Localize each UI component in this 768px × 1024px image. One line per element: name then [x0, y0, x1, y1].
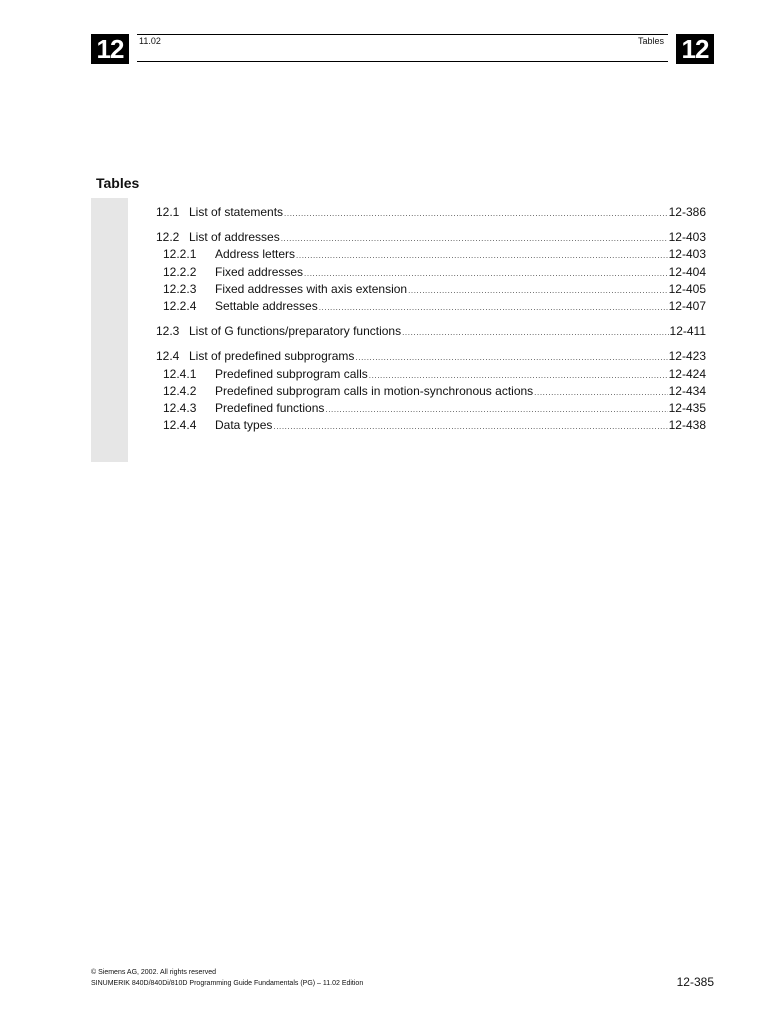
toc-number: 12.1: [156, 205, 180, 219]
toc-number: 12.4.2: [163, 383, 197, 398]
margin-bar: [91, 198, 128, 462]
toc-title: Data types: [215, 418, 273, 433]
dot-leader: [273, 418, 667, 435]
dot-leader: [284, 205, 668, 222]
toc-entry[interactable]: [156, 298, 706, 315]
toc-title: List of G functions/preparatory functions: [189, 324, 402, 339]
toc-number: 12.2.3: [163, 281, 197, 296]
dot-leader: [281, 230, 668, 247]
toc-title: List of predefined subprograms: [189, 349, 355, 364]
toc-entry[interactable]: [156, 383, 706, 400]
toc-entry[interactable]: [156, 417, 706, 434]
header-version: 11.02: [139, 36, 161, 46]
dot-leader: [296, 247, 668, 264]
toc-entry[interactable]: [156, 323, 706, 340]
header-title: Tables: [637, 36, 664, 46]
toc-page: 12-403: [668, 247, 706, 262]
toc-title: Fixed addresses with axis extension: [215, 281, 408, 296]
toc-page: 12-411: [669, 324, 706, 339]
toc-number: 12.4: [156, 349, 180, 364]
toc-page: 12-438: [668, 418, 706, 433]
dot-leader: [408, 282, 668, 299]
toc-entry[interactable]: [156, 229, 706, 246]
header-rule-top: [137, 34, 668, 35]
dot-leader: [319, 299, 668, 316]
toc-title: Address letters: [215, 247, 296, 262]
toc-number: 12.2.4: [163, 298, 197, 313]
toc-title: Predefined subprogram calls: [215, 366, 368, 381]
footer-copyright: © Siemens AG, 2002. All rights reserved: [91, 969, 216, 976]
dot-leader: [304, 265, 668, 282]
chapter-badge-right: 12: [676, 34, 714, 64]
toc-page: 12-407: [668, 298, 706, 313]
toc-number: 12.2: [156, 230, 180, 245]
toc-number: 12.2.1: [163, 247, 197, 262]
toc-page: 12-405: [668, 281, 706, 296]
dot-leader: [534, 384, 667, 401]
section-heading: Tables: [96, 175, 140, 191]
toc-page: 12-424: [668, 366, 706, 381]
toc-title: List of addresses: [189, 230, 280, 245]
header-rule-bottom: [137, 61, 668, 62]
footer-page-number: 12-385: [676, 975, 714, 989]
toc-title: Settable addresses: [215, 298, 318, 313]
table-of-contents: [156, 204, 706, 434]
toc-title: List of statements: [189, 205, 284, 219]
dot-leader: [402, 324, 668, 341]
toc-page: 12-386: [668, 205, 706, 219]
toc-entry[interactable]: [156, 246, 706, 263]
toc-title: Predefined subprogram calls in motion-synchronous actions: [215, 383, 534, 398]
toc-title: Fixed addresses: [215, 264, 304, 279]
footer-document-title: SINUMERIK 840D/840Di/810D Programming Guide Fundamentals (PG) – 11.02 Edition: [91, 980, 364, 987]
toc-entry[interactable]: [156, 264, 706, 281]
toc-entry[interactable]: [156, 400, 706, 417]
toc-title: Predefined functions: [215, 400, 325, 415]
toc-number: 12.2.2: [163, 264, 197, 279]
toc-number: 12.4.4: [163, 418, 197, 433]
toc-entry[interactable]: [156, 348, 706, 365]
toc-page: 12-435: [668, 400, 706, 415]
chapter-badge-left: 12: [91, 34, 129, 64]
dot-leader: [325, 401, 667, 418]
toc-number: 12.4.3: [163, 400, 197, 415]
toc-entry[interactable]: [156, 281, 706, 298]
toc-page: 12-404: [668, 264, 706, 279]
toc-page: 12-434: [668, 383, 706, 398]
toc-number: 12.4.1: [163, 366, 197, 381]
toc-number: 12.3: [156, 324, 180, 339]
toc-page: 12-403: [668, 230, 706, 245]
toc-entry[interactable]: [156, 366, 706, 383]
dot-leader: [355, 349, 667, 366]
toc-entry[interactable]: [156, 204, 706, 221]
toc-page: 12-423: [668, 349, 706, 364]
dot-leader: [369, 367, 668, 384]
